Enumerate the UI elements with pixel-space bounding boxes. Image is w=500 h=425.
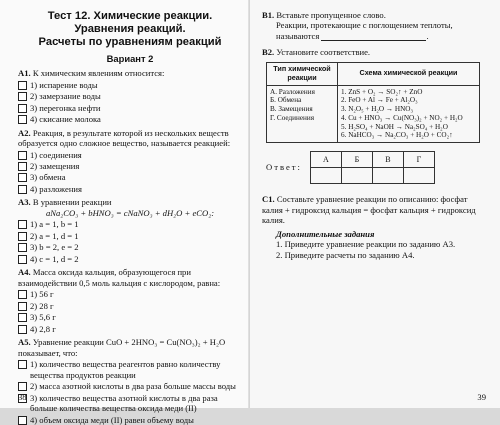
answer-col-a: А xyxy=(310,152,341,168)
answer-cell-v[interactable] xyxy=(372,168,403,184)
test-title xyxy=(18,10,242,50)
option-a3-3[interactable]: 3) b = 2, e = 2 xyxy=(18,242,242,252)
checkbox[interactable] xyxy=(18,151,27,160)
variant-label: Вариант 2 xyxy=(106,52,154,64)
question-text: Реакция, в результате которой из нескольких веществ образуется одно сложное вещество, называется реакцией: xyxy=(18,127,231,149)
option-a5-1[interactable]: 1) количество вещества реагентов равно количеству вещества продуктов реакции xyxy=(18,359,242,380)
answer-row xyxy=(266,151,486,184)
question-text: Установите соответствие. xyxy=(276,47,371,58)
reaction-schemes: 1. ZnS + O₂ → SO₂↑ + ZnO 2. FeO + Al → Fe + Al₂O₃ 3. N₂O₅ + H₂O → HNO₃ 4. Cu + HNO₃ → Cu(NO₃)₂ + NO₂ + H₂O 5. H₂SO₄ + NaOH → Na₂SO₄ + H₂O 6. NaHCO₃ → Na₂CO₃ + H₂O + CO₂↑ xyxy=(338,85,480,143)
checkbox[interactable] xyxy=(18,173,27,182)
question-text: Уравнение реакции CuO + 2HNO₃ = Cu(NO₃)₂ + H₂O показывает, что: xyxy=(18,337,226,358)
table-header-scheme: Схема химической реакции xyxy=(338,62,480,85)
answer-col-g: Г xyxy=(403,152,434,168)
extra-task-item: 2. Приведите расчеты по заданию А4. xyxy=(276,249,415,260)
extra-task-item: 1. Приведите уравнение реакции по заданию А3. xyxy=(276,239,456,250)
question-text: Вставьте пропущенное слово. xyxy=(276,10,386,20)
question-number: С1. xyxy=(262,194,275,205)
question-a4 xyxy=(18,267,242,288)
question-number: А4. xyxy=(18,267,31,278)
answer-col-v: В xyxy=(372,152,403,168)
option-a2-2[interactable]: 2) замещения xyxy=(18,161,242,171)
question-text-2: Реакции, протекающие с поглощением теплоты, называются . xyxy=(276,20,453,41)
answer-label: Ответ: xyxy=(266,162,302,173)
checkbox[interactable] xyxy=(18,325,27,334)
right-page xyxy=(250,0,500,408)
matching-table xyxy=(266,62,480,143)
checkbox[interactable] xyxy=(18,255,27,264)
question-number: А5. xyxy=(18,337,31,348)
question-b1 xyxy=(262,10,486,41)
checkbox[interactable] xyxy=(18,220,27,229)
answer-cell-b[interactable] xyxy=(341,168,372,184)
question-text: К химическим явлениям относится: xyxy=(32,68,165,79)
answer-col-b: Б xyxy=(341,152,372,168)
option-a4-2[interactable]: 2) 28 г xyxy=(18,301,242,311)
question-a2 xyxy=(18,128,242,149)
page-number-right: 39 xyxy=(477,391,486,402)
option-a5-3[interactable]: 3) количество вещества азотной кислоты в два раза больше количества вещества оксида меди (II) xyxy=(18,393,242,414)
question-c1 xyxy=(262,194,486,225)
option-a1-1[interactable]: 1) испарение воды xyxy=(18,80,242,90)
checkbox[interactable] xyxy=(18,185,27,194)
option-a3-4[interactable]: 4) c = 1, d = 2 xyxy=(18,254,242,264)
option-a5-2[interactable]: 2) масса азотной кислоты в два раза больше массы воды xyxy=(18,381,242,391)
extra-tasks xyxy=(262,229,486,260)
question-number: А3. xyxy=(18,197,31,208)
option-a2-4[interactable]: 4) разложения xyxy=(18,184,242,194)
option-a2-3[interactable]: 3) обмена xyxy=(18,172,242,182)
checkbox[interactable] xyxy=(18,162,27,171)
checkbox[interactable] xyxy=(18,302,27,311)
answer-cell-g[interactable] xyxy=(403,168,434,184)
checkbox[interactable] xyxy=(18,104,27,113)
option-a1-2[interactable]: 2) замерзание воды xyxy=(18,91,242,101)
option-a4-1[interactable]: 1) 56 г xyxy=(18,289,242,299)
title-line-2: Уравнения реакций. xyxy=(74,23,186,36)
question-number: В2. xyxy=(262,47,275,58)
extra-tasks-title: Дополнительные задания xyxy=(276,228,375,239)
question-b2 xyxy=(262,47,486,57)
question-number: А1. xyxy=(18,68,31,79)
reaction-types: А. Разложения Б. Обмена В. Замещения Г. Соединения xyxy=(267,85,338,143)
option-a2-1[interactable]: 1) соединения xyxy=(18,150,242,160)
checkbox[interactable] xyxy=(18,360,27,369)
checkbox[interactable] xyxy=(18,115,27,124)
option-a1-4[interactable]: 4) скисание молока xyxy=(18,114,242,124)
equation: aNa₂CO₃ + bHNO₃ = cNaNO₃ + dH₂O + eCO₂: xyxy=(45,207,215,218)
page-number-left: 38 xyxy=(18,391,27,402)
answer-cell-a[interactable] xyxy=(310,168,341,184)
option-a3-2[interactable]: 2) a = 1, d = 1 xyxy=(18,231,242,241)
question-text: Составьте уравнение реакции по описанию: фосфат калия + гидроксид кальция = фосфат кальция + гидроксид калия. xyxy=(262,194,476,226)
question-text: В уравнении реакции xyxy=(32,197,112,208)
title-line-1: Тест 12. Химические реакции. xyxy=(47,10,213,22)
checkbox[interactable] xyxy=(18,290,27,299)
option-a4-4[interactable]: 4) 2,8 г xyxy=(18,324,242,334)
question-a1 xyxy=(18,68,242,78)
table-header-type: Тип химической реакции xyxy=(267,62,338,85)
answer-grid xyxy=(310,151,435,184)
answer-blank[interactable] xyxy=(321,31,426,41)
option-a5-4[interactable]: 4) объем оксида меди (II) равен объему воды xyxy=(18,415,242,425)
checkbox[interactable] xyxy=(18,243,27,252)
checkbox[interactable] xyxy=(18,416,27,425)
question-number: А2. xyxy=(18,127,31,138)
title-line-3: Расчеты по уравнениям реакций xyxy=(38,36,222,49)
question-a3 xyxy=(18,197,242,218)
option-a1-3[interactable]: 3) перегонка нефти xyxy=(18,103,242,113)
question-a5 xyxy=(18,337,242,358)
checkbox[interactable] xyxy=(18,313,27,322)
checkbox[interactable] xyxy=(18,92,27,101)
option-a3-1[interactable]: 1) a = 1, b = 1 xyxy=(18,219,242,229)
question-number: В1. xyxy=(262,10,275,20)
checkbox[interactable] xyxy=(18,382,27,391)
option-a4-3[interactable]: 3) 5,6 г xyxy=(18,312,242,322)
checkbox[interactable] xyxy=(18,232,27,241)
question-text: Масса оксида кальция, образующегося при взаимодействии 0,5 моль кальция с кислородом, равна: xyxy=(18,267,221,288)
checkbox[interactable] xyxy=(18,81,27,90)
